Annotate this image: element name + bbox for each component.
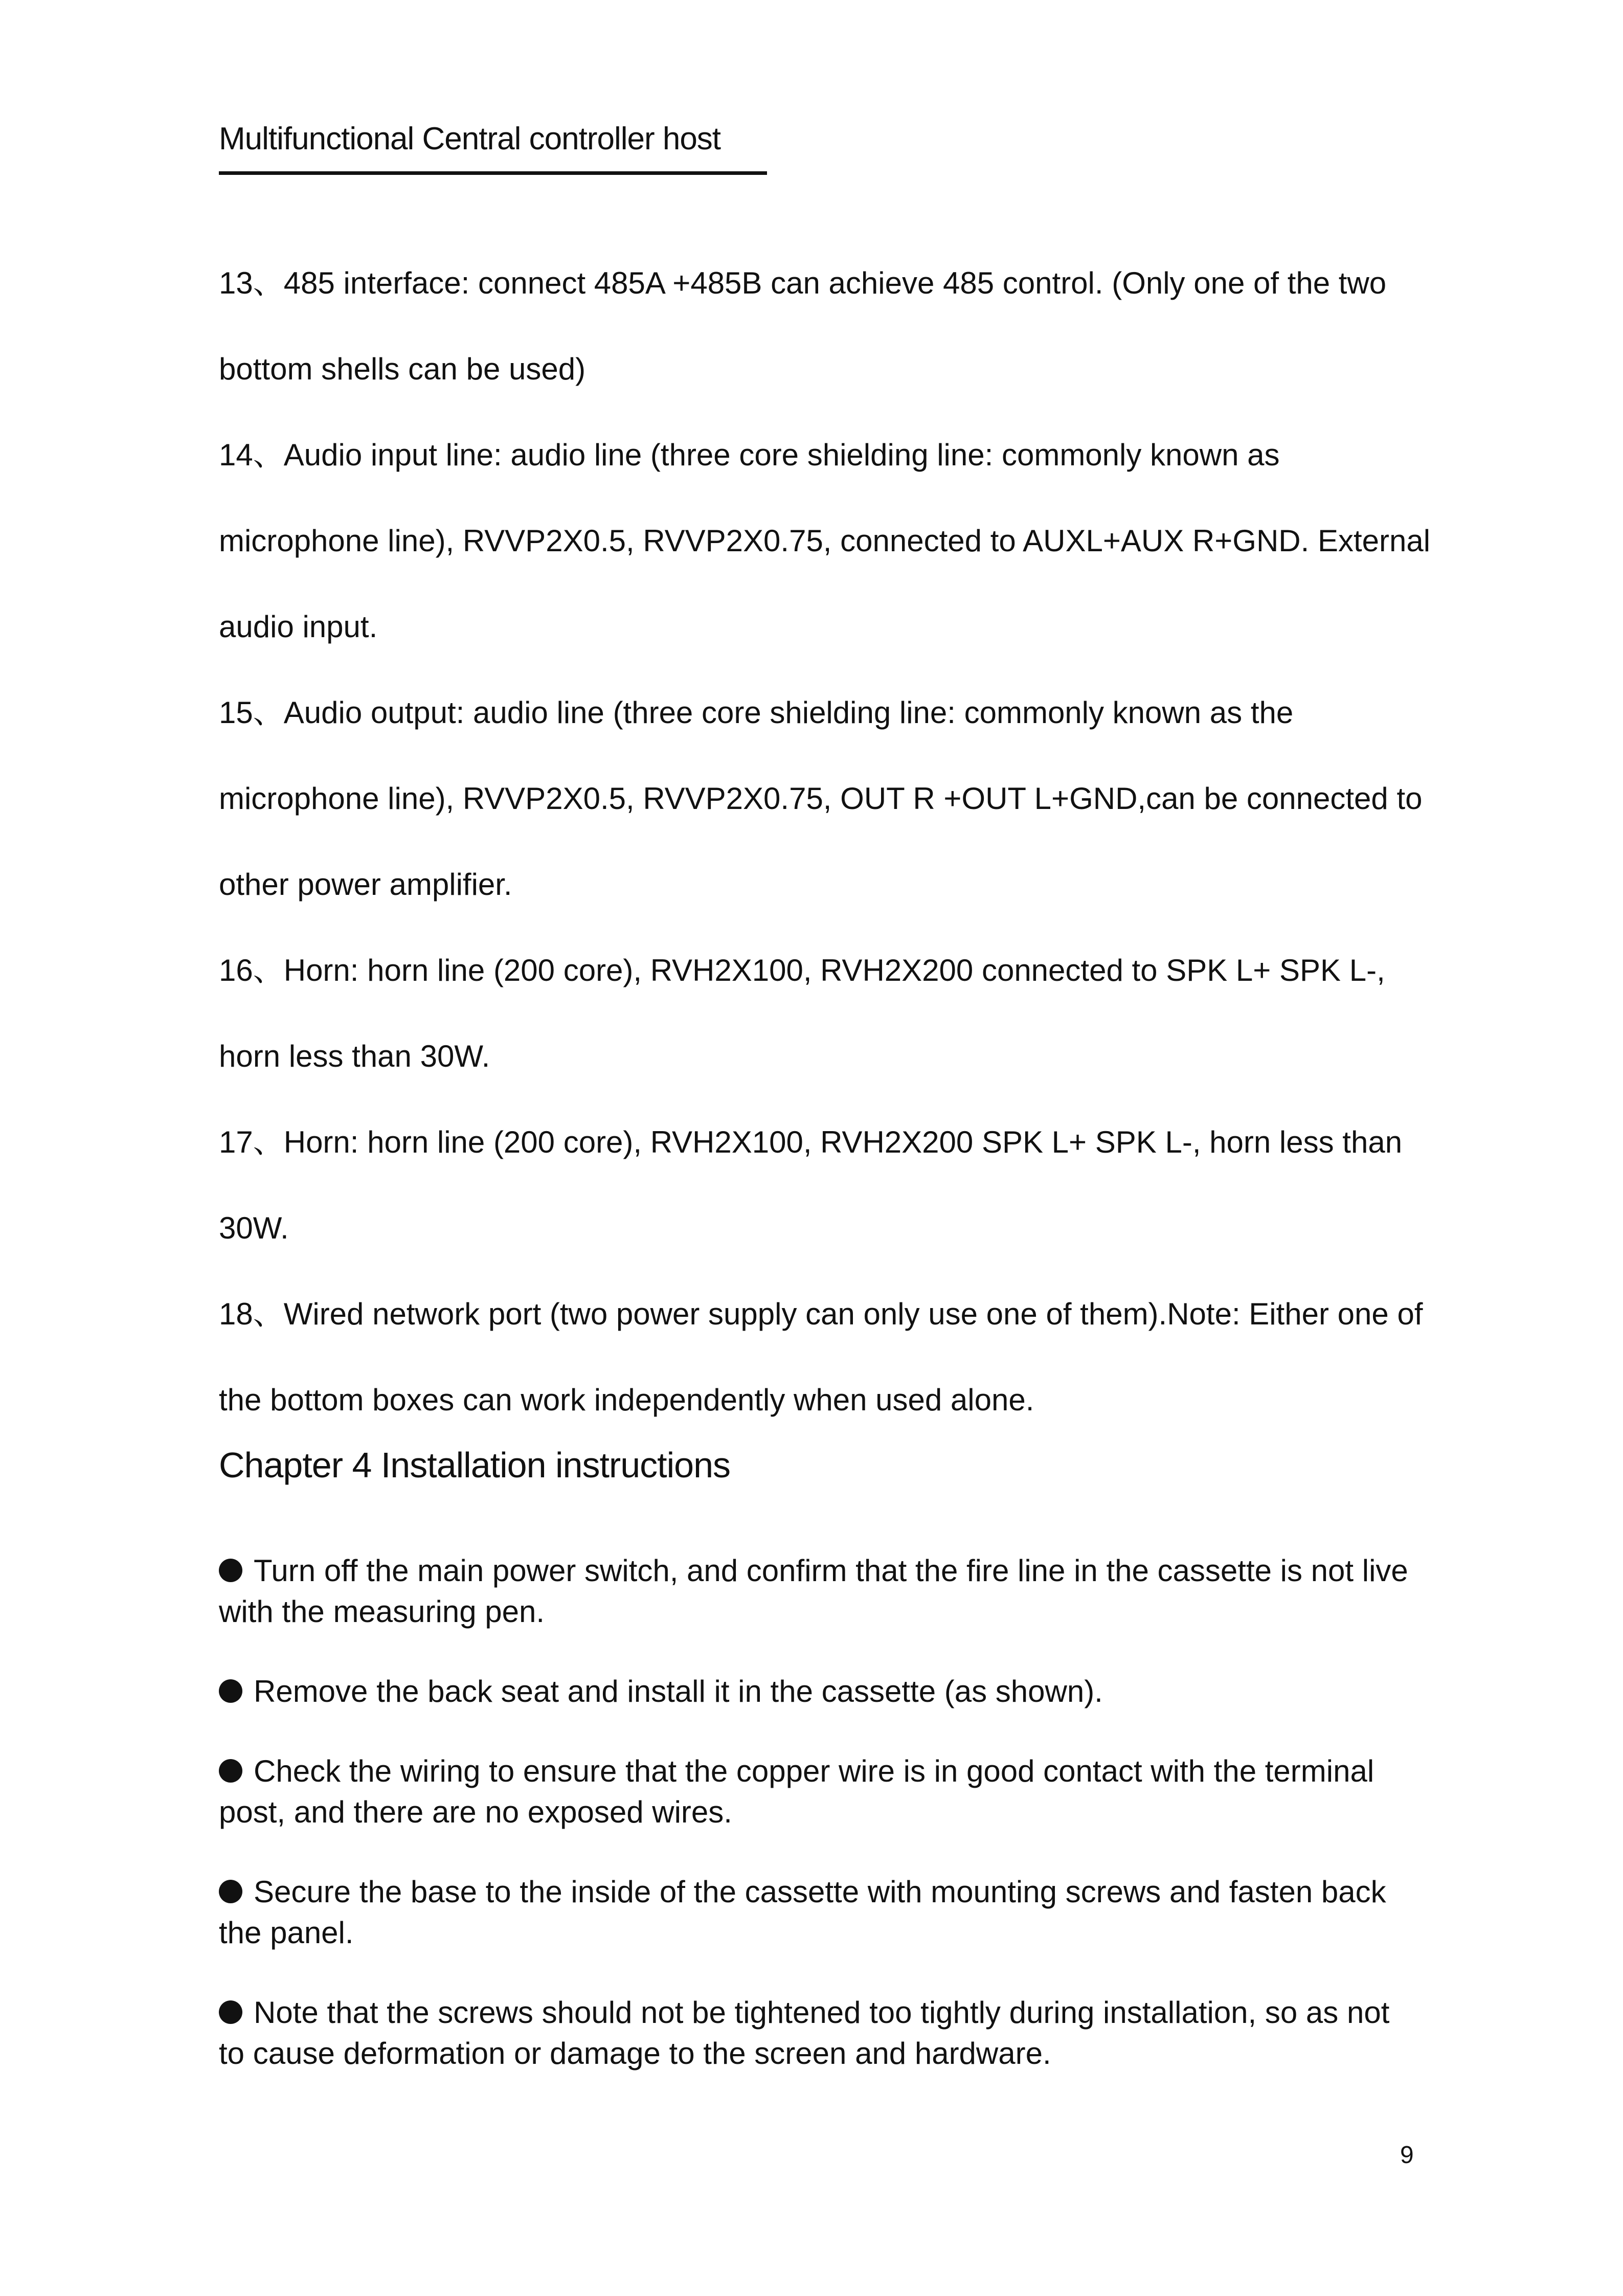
instruction-line: post, and there are no exposed wires. [219, 1795, 732, 1829]
bullet-icon [219, 2000, 242, 2024]
spec-list [219, 240, 1431, 1443]
instruction-item [219, 1671, 1426, 1712]
spec-line: 17、Horn: horn line (200 core), RVH2X100, RVH2X200 SPK L+ SPK L-, horn less than [219, 1125, 1403, 1159]
instruction-first-line [219, 1751, 1426, 1792]
spec-line: 14、Audio input line: audio line (three core shielding line: commonly known as [219, 438, 1280, 472]
instruction-item [219, 1872, 1426, 1953]
header-underline-rule [219, 171, 767, 175]
bullet-icon [219, 1759, 242, 1783]
spec-line: 30W. [219, 1211, 289, 1245]
instruction-item [219, 1751, 1426, 1833]
instruction-first-line [219, 1992, 1426, 2033]
page-header-title: Multifunctional Central controller host [219, 121, 721, 156]
spec-line: 13、485 interface: connect 485A +485B can achieve 485 control. (Only one of the two [219, 266, 1387, 300]
instruction-item [219, 1992, 1426, 2074]
spec-line: other power amplifier. [219, 867, 512, 902]
spec-item-14 [219, 412, 1431, 670]
instruction-line: to cause deformation or damage to the screen and hardware. [219, 2036, 1051, 2070]
instruction-text: Check the wiring to ensure that the copper wire is in good contact with the terminal [254, 1754, 1374, 1788]
spec-line: horn less than 30W. [219, 1039, 490, 1073]
page-number: 9 [1400, 2142, 1414, 2169]
instruction-first-line [219, 1550, 1426, 1591]
bullet-icon [219, 1880, 242, 1903]
bullet-icon [219, 1559, 242, 1582]
bullet-icon [219, 1679, 242, 1703]
spec-line: 15、Audio output: audio line (three core shielding line: commonly known as the [219, 695, 1294, 730]
spec-item-13 [219, 240, 1426, 412]
instruction-item [219, 1550, 1426, 1632]
spec-line: 18、Wired network port (two power supply can only use one of them).Note: Either one of [219, 1297, 1423, 1331]
instruction-line: with the measuring pen. [219, 1594, 545, 1629]
spec-line: 16、Horn: horn line (200 core), RVH2X100, RVH2X200 connected to SPK L+ SPK L-, [219, 953, 1385, 987]
chapter-heading: Chapter 4 Installation instructions [219, 1445, 730, 1485]
installation-instructions-list [219, 1550, 1426, 2113]
spec-item-18 [219, 1271, 1426, 1443]
spec-line: microphone line), RVVP2X0.5, RVVP2X0.75, OUT R +OUT L+GND,can be connected to [219, 781, 1423, 816]
instruction-text: Note that the screws should not be tightened too tightly during installation, so as not [254, 1995, 1390, 2030]
instruction-text: Remove the back seat and install it in the cassette (as shown). [254, 1674, 1103, 1708]
spec-line: the bottom boxes can work independently when used alone. [219, 1383, 1034, 1417]
instruction-text: Turn off the main power switch, and confirm that the fire line in the cassette is not live [254, 1554, 1408, 1588]
spec-item-16 [219, 928, 1426, 1099]
spec-line: bottom shells can be used) [219, 352, 586, 386]
spec-line: audio input. [219, 610, 378, 644]
spec-item-15 [219, 670, 1426, 928]
instruction-first-line [219, 1671, 1426, 1712]
instruction-line: the panel. [219, 1916, 354, 1950]
instruction-text: Secure the base to the inside of the cassette with mounting screws and fasten back [254, 1875, 1386, 1909]
spec-line: microphone line), RVVP2X0.5, RVVP2X0.75, connected to AUXL+AUX R+GND. External [219, 524, 1431, 558]
spec-item-17 [219, 1099, 1426, 1271]
instruction-first-line [219, 1872, 1426, 1912]
